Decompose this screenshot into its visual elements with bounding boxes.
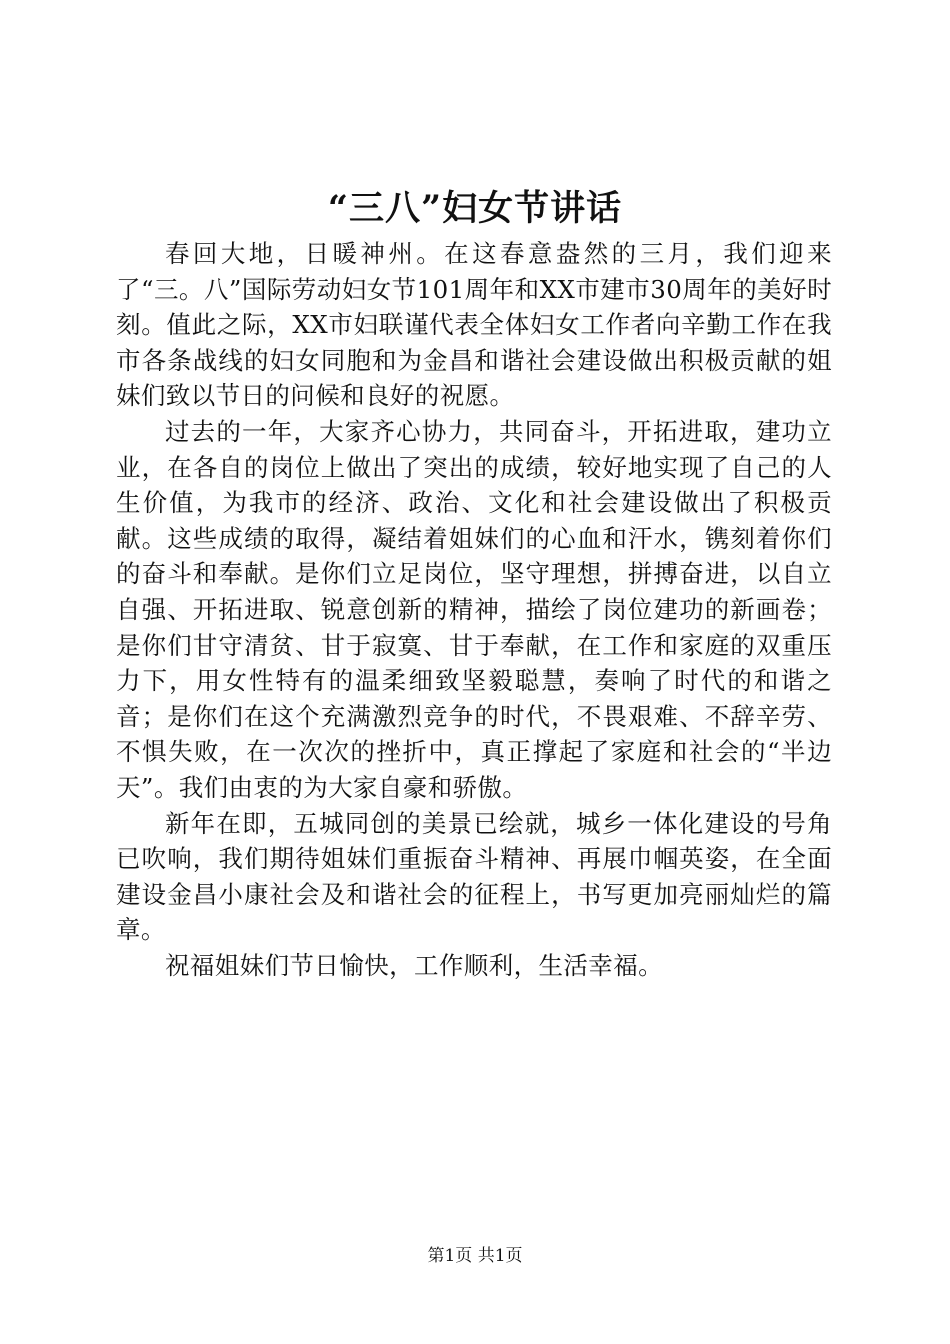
page-number: 第1页 共1页 — [427, 1246, 523, 1266]
document-body — [116, 236, 832, 983]
paragraph-1: 春回大地，日暖神州。在这春意盎然的三月，我们迎来了“三。八”国际劳动妇女节101周年和XX市建市30周年的美好时刻。值此之际，XX市妇联谨代表全体妇女工作者向辛勤工作在我市各条战线的妇女同胞和为金昌和谐社会建设做出积极贡献的姐妹们致以节日的问候和良好的祝愿。 — [116, 239, 832, 411]
paragraph-4: 祝福姐妹们节日愉快，工作顺利，生活幸福。 — [165, 950, 663, 980]
paragraph-3: 新年在即，五城同创的美景已绘就，城乡一体化建设的号角已吹响，我们期待姐妹们重振奋斗精神、再展巾帼英姿，在全面建设金昌小康社会及和谐社会的征程上，书写更加亮丽灿烂的篇章。 — [116, 808, 832, 945]
document-title: “三八”妇女节讲话 — [327, 188, 623, 229]
paragraph-2: 过去的一年，大家齐心协力，共同奋斗，开拓进取，建功立业，在各自的岗位上做出了突出的成绩，较好地实现了自己的人生价值，为我市的经济、政治、文化和社会建设做出了积极贡献。这些成绩的取得，凝结着姐妹们的心血和汗水，镌刻着你们的奋斗和奉献。是你们立足岗位，坚守理想，拼搏奋进，以自立自强、开拓进取、锐意创新的精神，描绘了岗位建功的新画卷；是你们甘守清贫、甘于寂寞、甘于奉献，在工作和家庭的双重压力下，用女性特有的温柔细致坚毅聪慧，奏响了时代的和谐之音；是你们在这个充满激烈竞争的时代，不畏艰难、不辞辛劳、不惧失败，在一次次的挫折中，真正撑起了家庭和社会的“半边天”。我们由衷的为大家自豪和骄傲。 — [116, 416, 832, 802]
page-footer — [0, 1244, 950, 1268]
